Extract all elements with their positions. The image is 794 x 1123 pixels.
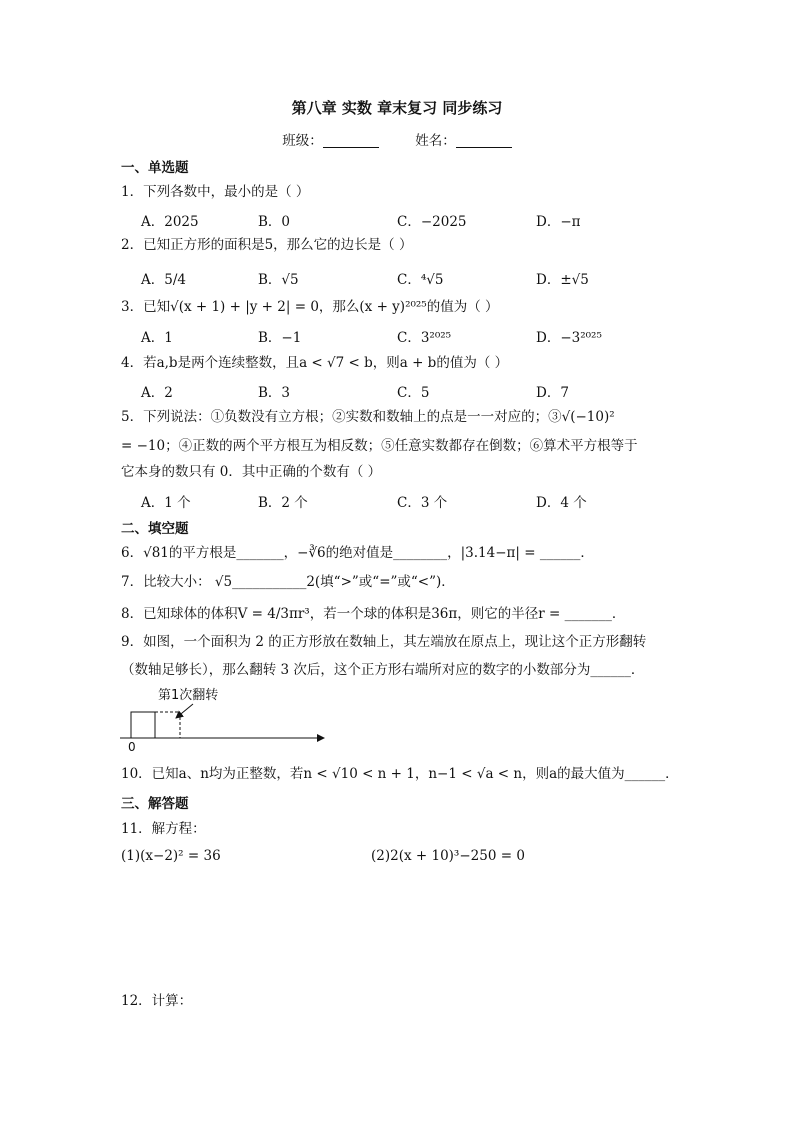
question-7: 7．比较大小： √5___________2(填“>”或“=”或“<”)．	[121, 574, 455, 590]
q3-option-d[interactable]: D．−3²⁰²⁵	[536, 330, 602, 346]
flip-arrow	[176, 704, 193, 718]
origin-label: 0	[128, 740, 136, 754]
question-5-line-3: 它本身的数只有 0．其中正确的个数有（ ）	[121, 464, 382, 480]
question-1-stem: 1．下列各数中，最小的是（ ）	[121, 184, 310, 200]
q1-option-b[interactable]: B．0	[258, 214, 291, 230]
question-11-part-1: (1)(x−2)² = 36	[121, 848, 221, 864]
q1-option-c[interactable]: C．−2025	[397, 214, 467, 230]
section-heading-fill-in: 二、填空题	[121, 521, 189, 537]
question-9-line-1: 9．如图，一个面积为 2 的正方形放在数轴上，其左端放在原点上，现让这个正方形翻转	[121, 634, 647, 650]
name-label: 姓名：	[415, 133, 456, 149]
q4-option-a[interactable]: A．2	[141, 385, 173, 401]
q4-option-b[interactable]: B．3	[258, 385, 291, 401]
section-heading-solve: 三、解答题	[121, 796, 189, 812]
q5-option-a[interactable]: A．1 个	[141, 495, 191, 511]
q2-option-b[interactable]: B．√5	[258, 272, 299, 288]
question-11-stem: 11．解方程：	[121, 821, 206, 837]
class-label: 班级：	[282, 133, 323, 149]
student-info-line	[0, 129, 794, 149]
question-9-line-2: （数轴足够长），那么翻转 3 次后，这个正方形右端所对应的数字的小数部分为______．	[121, 662, 645, 678]
q2-option-a[interactable]: A．5/4	[141, 272, 186, 288]
name-blank[interactable]	[456, 133, 512, 148]
q2-option-c[interactable]: C．⁴√5	[397, 272, 444, 288]
q4-option-c[interactable]: C．5	[397, 385, 430, 401]
question-5-line-1: 5．下列说法：①负数没有立方根；②实数和数轴上的点是一一对应的；③√(−10)²	[121, 409, 615, 425]
q1-option-d[interactable]: D．−π	[536, 214, 581, 230]
q5-option-c[interactable]: C．3 个	[397, 495, 448, 511]
q3-option-a[interactable]: A．1	[141, 330, 173, 346]
question-4-stem: 4．若a,b是两个连续整数，且a < √7 < b，则a + b的值为（ ）	[121, 355, 509, 371]
q5-option-b[interactable]: B．2 个	[258, 495, 308, 511]
question-10: 10．已知a、n均为正整数，若n < √10 < n + 1，n−1 < √a < n，则a的最大值为______．	[121, 766, 679, 782]
flip-label: 第1次翻转	[158, 688, 219, 703]
section-heading-single-choice: 一、单选题	[121, 160, 189, 176]
class-blank[interactable]	[323, 133, 379, 148]
q5-option-d[interactable]: D．4 个	[536, 495, 587, 511]
question-3-stem: 3．已知√(x + 1) + |y + 2| = 0，那么(x + y)²⁰²⁵的值为（ ）	[121, 299, 499, 315]
q4-option-d[interactable]: D．7	[536, 385, 569, 401]
page-title: 第八章 实数 章末复习 同步练习	[291, 99, 503, 117]
q2-option-d[interactable]: D．±√5	[536, 272, 589, 288]
square-shape	[131, 712, 155, 738]
question-12-stem: 12．计算：	[121, 993, 193, 1009]
q3-option-b[interactable]: B．−1	[258, 330, 302, 346]
number-line-figure	[118, 684, 338, 754]
question-8: 8．已知球体的体积V = 4/3πr³，若一个球的体积是36π，则它的半径r = _______．	[121, 606, 626, 622]
question-5-line-2: = −10；④正数的两个平方根互为相反数；⑤任意实数都存在倒数；⑥算术平方根等于	[121, 438, 638, 454]
question-11-part-2: (2)2(x + 10)³−250 = 0	[371, 848, 525, 864]
q3-option-c[interactable]: C．3²⁰²⁵	[397, 330, 452, 346]
question-6: 6．√81的平方根是_______，−∛6的绝对值是________，|3.14−π| = ______．	[121, 545, 594, 561]
q1-option-a[interactable]: A．2025	[141, 214, 199, 230]
question-2-stem: 2．已知正方形的面积是5，那么它的边长是（ ）	[121, 237, 413, 253]
